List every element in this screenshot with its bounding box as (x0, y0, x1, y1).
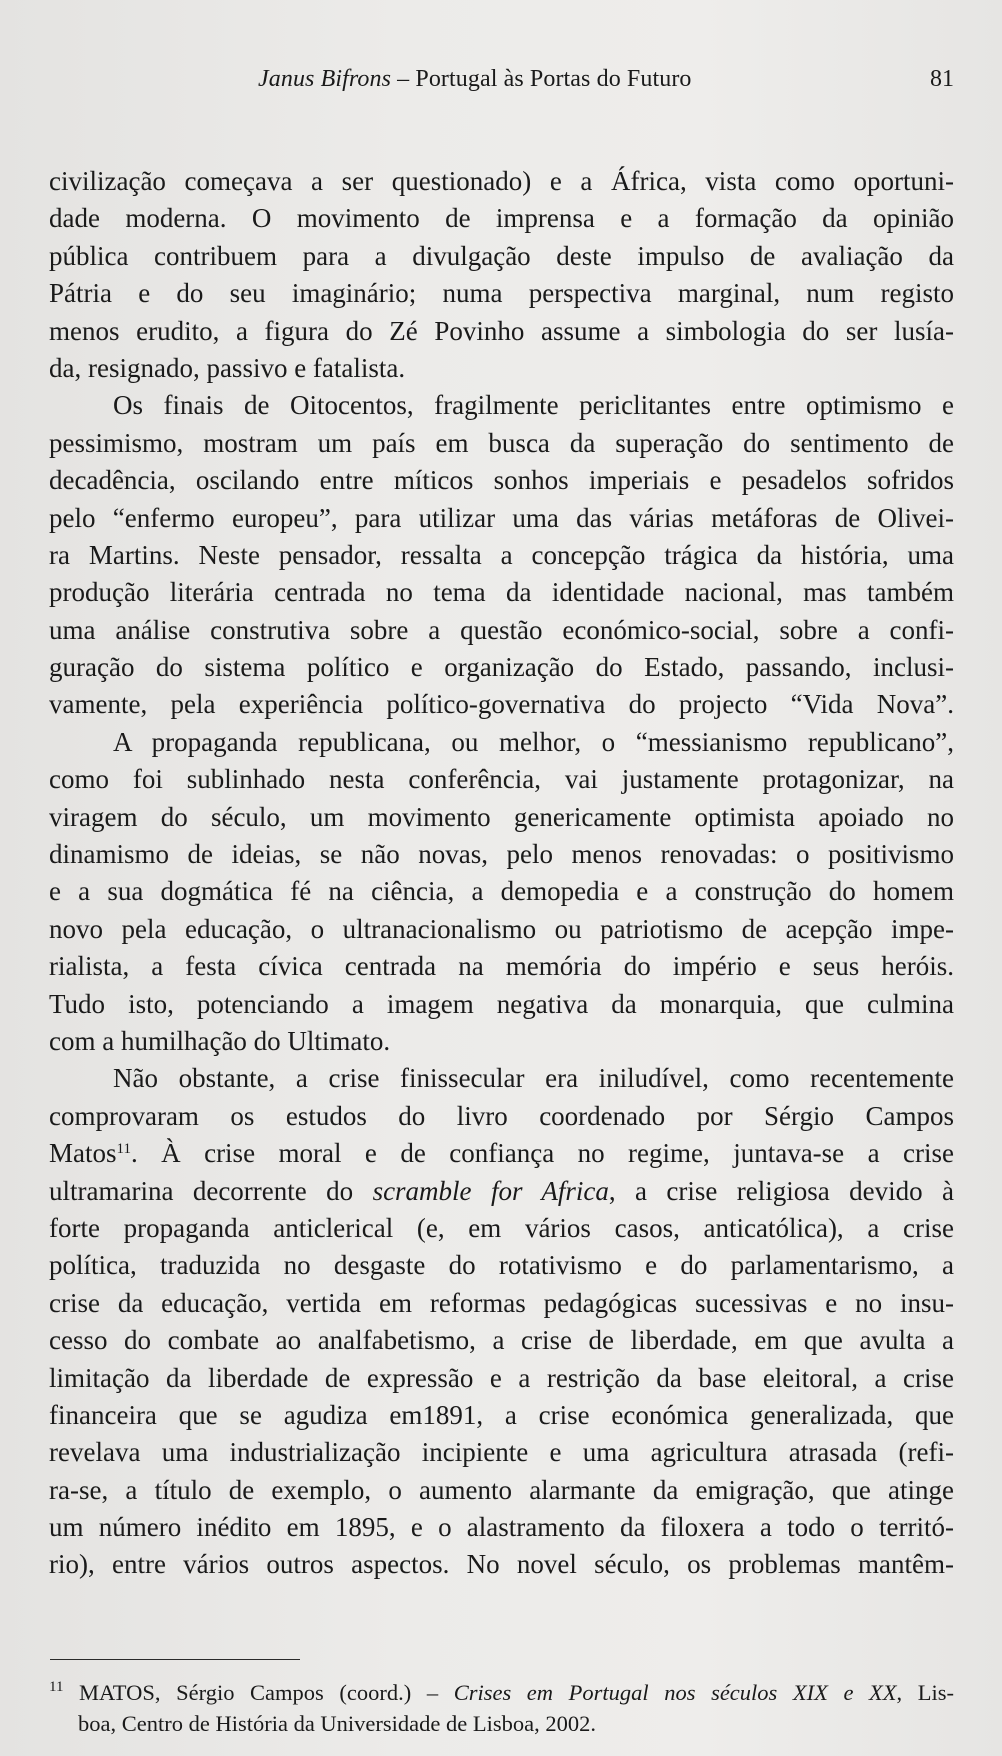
text-line: pessimismo, mostram um país em busca da superação do sentimento de (49, 427, 954, 458)
text-line: ra Martins. Neste pensador, ressalta a concepção trágica da história, uma (49, 539, 954, 570)
footnote-rule (50, 1659, 300, 1660)
text-line: Tudo isto, potenciando a imagem negativa da monarquia, que culmina (49, 988, 954, 1019)
text-line: dinamismo de ideias, se não novas, pelo menos renovadas: o positivismo (49, 839, 954, 870)
text-line: com a humilhação do Ultimato. (49, 1025, 391, 1056)
text-line: cesso do combate ao analfabetismo, a crise de liberdade, em que avulta a (49, 1325, 954, 1356)
text-line: limitação da liberdade de expressão e a restrição da base eleitoral, a crise (49, 1362, 954, 1393)
text-line: revelava uma industrialização incipiente e uma agricultura atrasada (refi- (49, 1437, 954, 1468)
footnote-reference-11: 11 (116, 1141, 131, 1158)
text-fragment: ultramarina decorrente do (49, 1175, 373, 1206)
text-line: uma análise construtiva sobre a questão económico-social, sobre a confi- (49, 614, 954, 645)
text-line: Pátria e do seu imaginário; numa perspectiva marginal, num registo (49, 278, 954, 309)
text-line: rio), entre vários outros aspectos. No novel século, os problemas mantêm- (49, 1549, 954, 1580)
running-head-subtitle: – Portugal às Portas do Futuro (391, 66, 692, 92)
page-number: 81 (930, 66, 954, 92)
text-line: forte propaganda anticlerical (e, em vários casos, anticatólica), a crise (49, 1212, 954, 1243)
text-line: pública contribuem para a divulgação deste impulso de avaliação da (49, 240, 954, 271)
text-line: A propaganda republicana, ou melhor, o “messianismo republicano”, (113, 726, 954, 757)
text-line: Não obstante, a crise finissecular era iniludível, como recentemente (113, 1063, 954, 1094)
text-fragment: , a crise religiosa devido à (608, 1175, 954, 1206)
text-line: produção literária centrada no tema da identidade nacional, mas também (49, 577, 954, 608)
text-line: um número inédito em 1895, e o alastramento da filoxera a todo o territó- (49, 1512, 954, 1543)
running-head (258, 66, 692, 93)
text-line: civilização começava a ser questionado) e a África, vista como oportuni- (49, 166, 954, 196)
text-line: dade moderna. O movimento de imprensa e a formação da opinião (49, 203, 954, 234)
text-line: comprovaram os estudos do livro coordenado por Sérgio Campos (49, 1100, 954, 1131)
text-line: Os finais de Oitocentos, fragilmente periclitantes entre optimismo e (113, 390, 954, 421)
text-fragment: Matos (49, 1138, 117, 1169)
text-line: novo pela educação, o ultranacionalismo ou patriotismo de acepção impe- (49, 913, 954, 944)
text-line: da, resignado, passivo e fatalista. (49, 352, 406, 383)
text-line: vamente, pela experiência político-governativa do projecto “Vida Nova”. (49, 689, 954, 720)
text-line: pelo “enfermo europeu”, para utilizar uma das várias metáforas de Olivei- (49, 502, 954, 533)
body-text (49, 163, 954, 1584)
text-line: como foi sublinhado nesta conferência, vai justamente protagonizar, na (49, 764, 954, 795)
text-fragment: . À crise moral e de confiança no regime, juntava-se a crise (130, 1138, 954, 1169)
text-line (49, 1135, 954, 1172)
footnotes (49, 1677, 954, 1739)
text-line: menos erudito, a figura do Zé Povinho assume a simbologia do ser lusía- (49, 315, 954, 346)
footnote-11-after: , Lis- (896, 1680, 955, 1705)
text-line: e a sua dogmática fé na ciência, a demopedia e a construção do homem (49, 876, 954, 907)
footnote-11-line-2: boa, Centro de História da Universidade de Lisboa, 2002. (78, 1711, 596, 1736)
footnote-11-marker: 11 (49, 1679, 64, 1695)
text-line: política, traduzida no desgaste do rotativismo e do parlamentarismo, a (49, 1250, 954, 1281)
text-line: ra-se, a título de exemplo, o aumento alarmante da emigração, que atinge (49, 1474, 954, 1505)
text-line: guração do sistema político e organização do Estado, passando, inclusi- (49, 652, 954, 683)
text-line: crise da educação, vertida em reformas pedagógicas sucessivas e no insu- (49, 1287, 954, 1318)
text-line: financeira que se agudiza em1891, a crise económica generalizada, que (49, 1399, 954, 1430)
footnote-11-title: Crises em Portugal nos séculos XIX e XX (453, 1680, 897, 1705)
italic-phrase: scramble for Africa (372, 1175, 609, 1206)
text-line (49, 1173, 954, 1210)
footnote-11-line-1 (49, 1677, 954, 1708)
running-head-work-title: Janus Bifrons (258, 66, 392, 92)
text-line: viragem do século, um movimento genericamente optimista apoiado no (49, 801, 954, 832)
text-line: rialista, a festa cívica centrada na memória do império e seus heróis. (49, 951, 954, 982)
text-line: decadência, oscilando entre míticos sonhos imperiais e pesadelos sofridos (49, 465, 954, 496)
footnote-11-author: MATOS, Sérgio Campos (coord.) – (63, 1680, 454, 1705)
